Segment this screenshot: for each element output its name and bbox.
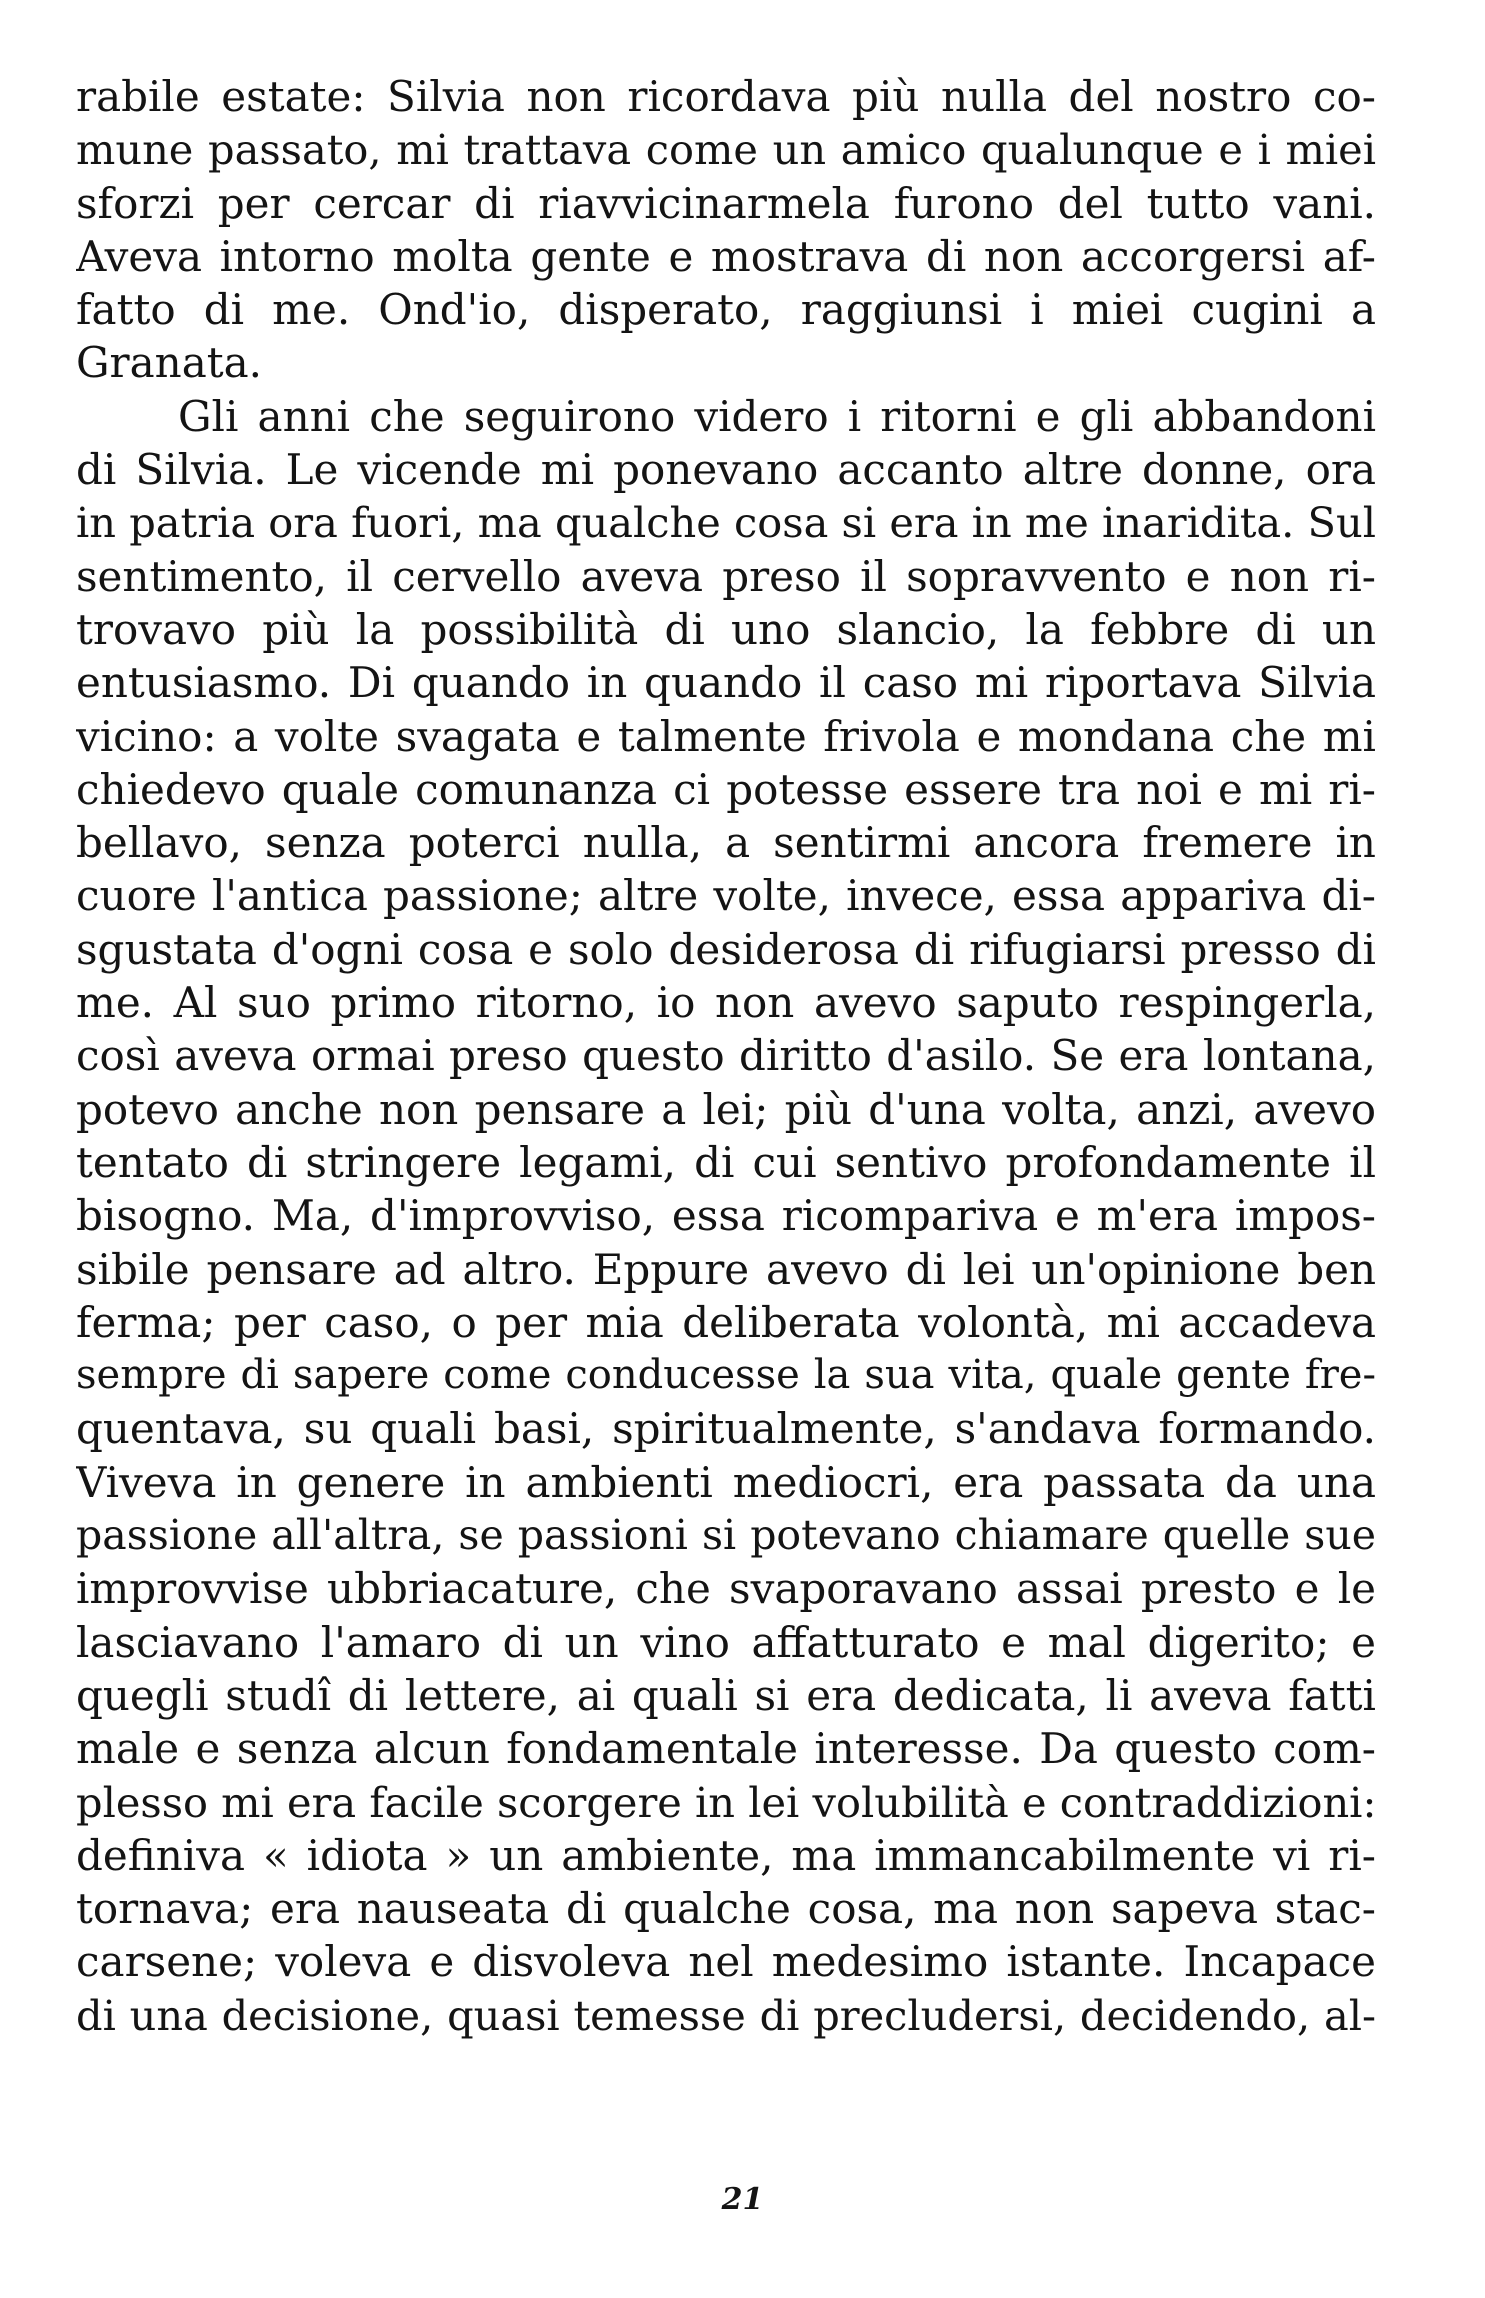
text-line: quegli studî di lettere, ai quali si era dedicata, li aveva fatti <box>76 1670 1376 1720</box>
text-line: definiva « idiota » un ambiente, ma immancabilmente vi ri- <box>76 1830 1376 1880</box>
text-line: improvvise ubbriacature, che svaporavano assai presto e le <box>76 1564 1376 1614</box>
text-line: sforzi per cercar di riavvicinarmela furono del tutto vani. <box>76 178 1376 228</box>
text-line: così aveva ormai preso questo diritto d'asilo. Se era lontana, <box>76 1031 1376 1081</box>
text-line: entusiasmo. Di quando in quando il caso mi riportava Silvia <box>76 658 1376 708</box>
text-line: sgustata d'ogni cosa e solo desiderosa di rifugiarsi presso di <box>76 924 1376 974</box>
text-line: bisogno. Ma, d'improvviso, essa ricompariva e m'era impos- <box>76 1191 1376 1241</box>
text-line: rabile estate: Silvia non ricordava più nulla del nostro co- <box>76 72 1376 121</box>
text-line: plesso mi era facile scorgere in lei volubilità e contraddizioni: <box>76 1777 1376 1827</box>
text-line-paragraph-end: Granata. <box>76 338 263 388</box>
text-line: ferma; per caso, o per mia deliberata volontà, mi accadeva <box>76 1297 1376 1347</box>
text-line: lasciavano l'amaro di un vino affatturato e mal digerito; e <box>76 1617 1376 1667</box>
text-line: me. Al suo primo ritorno, io non avevo saputo respingerla, <box>76 978 1376 1028</box>
text-line: male e senza alcun fondamentale interesse. Da questo com- <box>76 1724 1376 1774</box>
page-number: 21 <box>721 2182 764 2217</box>
text-line: cuore l'antica passione; altre volte, invece, essa appariva di- <box>76 871 1376 921</box>
text-line: tornava; era nauseata di qualche cosa, ma non sapeva stac- <box>76 1884 1376 1934</box>
text-line-paragraph-start: Gli anni che seguirono videro i ritorni e gli abbandoni <box>178 391 1376 441</box>
text-line: fatto di me. Ond'io, disperato, raggiunsi i miei cugini a <box>76 285 1376 335</box>
text-line: bellavo, senza poterci nulla, a sentirmi ancora fremere in <box>76 818 1376 868</box>
body-text <box>76 70 1376 2042</box>
text-line: carsene; voleva e disvoleva nel medesimo istante. Incapace <box>76 1937 1376 1987</box>
text-line: Aveva intorno molta gente e mostrava di non accorgersi af- <box>76 231 1376 281</box>
text-line: quentava, su quali basi, spiritualmente, s'andava formando. <box>76 1404 1376 1454</box>
text-line: trovavo più la possibilità di uno slancio, la febbre di un <box>76 604 1376 654</box>
text-line: tentato di stringere legami, di cui sentivo profondamente il <box>76 1137 1376 1187</box>
text-line: in patria ora fuori, ma qualche cosa si era in me inaridita. Sul <box>76 498 1376 548</box>
text-line: di Silvia. Le vicende mi ponevano accanto altre donne, ora <box>76 445 1376 495</box>
text-line: Viveva in genere in ambienti mediocri, era passata da una <box>76 1457 1376 1507</box>
text-line: sentimento, il cervello aveva preso il sopravvento e non ri- <box>76 551 1376 601</box>
text-line: chiedevo quale comunanza ci potesse essere tra noi e mi ri- <box>76 764 1376 814</box>
text-line: di una decisione, quasi temesse di precludersi, decidendo, al- <box>76 1990 1376 2040</box>
text-line: vicino: a volte svagata e talmente frivola e mondana che mi <box>76 711 1376 761</box>
text-line: passione all'altra, se passioni si potevano chiamare quelle sue <box>76 1511 1376 1560</box>
text-line: sibile pensare ad altro. Eppure avevo di lei un'opinione ben <box>76 1244 1376 1294</box>
text-line: mune passato, mi trattava come un amico qualunque e i miei <box>76 125 1376 175</box>
text-line: sempre di sapere come conducesse la sua vita, quale gente fre- <box>76 1352 1376 1399</box>
text-line: potevo anche non pensare a lei; più d'una volta, anzi, avevo <box>76 1084 1376 1134</box>
